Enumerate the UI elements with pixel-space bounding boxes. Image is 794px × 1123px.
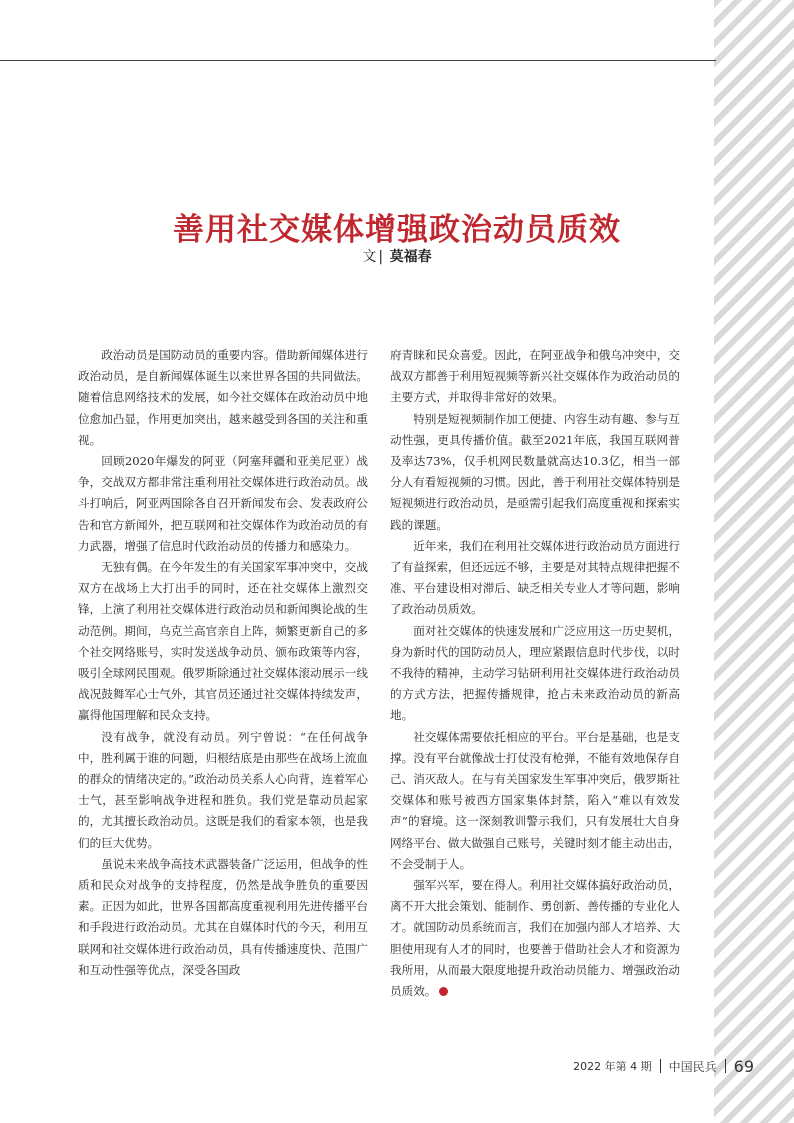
paragraph: 面对社交媒体的快速发展和广泛应用这一历史契机，身为新时代的国防动员人，理应紧跟信息时代步伐，以时不我待的精神，主动学习钻研利用社交媒体进行政治动员的方式方法，把握传播规律，抢占未来政治动员的新高地。 bbox=[390, 623, 680, 723]
paragraph: 回顾2020年爆发的阿亚（阿塞拜疆和亚美尼亚）战争，交战双方都非常注重利用社交媒体进行政治动员。战斗打响后，阿亚两国除各自召开新闻发布会、发表政府公告和官方新闻外，把互联网和社交媒体作为政治动员的有力武器，增强了信息时代政治动员的传播力和感染力。 bbox=[78, 454, 368, 553]
paragraph-continued: 府青睐和民众喜爱。因此，在阿亚战争和俄乌冲突中，交战双方都善于利用短视频等新兴社交媒体作为政治动员的主要方式，并取得非常好的效果。 bbox=[390, 348, 680, 405]
footer-divider bbox=[725, 1059, 726, 1073]
byline bbox=[0, 246, 794, 266]
page-number: 69 bbox=[733, 1056, 754, 1076]
byline-prefix: 文 bbox=[362, 249, 377, 265]
decorative-stripes bbox=[714, 0, 794, 1123]
paragraph: 近年来，我们在利用社交媒体进行政治动员方面进行了有益探索，但还远远不够，主要是对其特点规律把握不准、平台建设相对滞后、缺乏相关专业人才等问题，影响了政治动员质效。 bbox=[390, 538, 680, 617]
article-title: 善用社交媒体增强政治动员质效 bbox=[173, 211, 621, 248]
paragraph: 特别是短视频制作加工便捷、内容生动有趣、参与互动性强，更具传播价值。截至2021年底，我国互联网普及率达73%，仅手机网民数量就高达10.3亿，相当一部分人有看短视频的习惯。因此，善于利用社交媒体特别是短视频进行政治动员，是亟需引起我们高度重视和探索实践的课题。 bbox=[390, 411, 680, 532]
body-column-left bbox=[78, 345, 368, 981]
end-mark-icon bbox=[439, 987, 448, 996]
footer-divider bbox=[660, 1059, 661, 1073]
paragraph: 社交媒体需要依托相应的平台。平台是基础，也是支撑。没有平台就像战士打仗没有枪弹，不能有效地保存自己、消灭敌人。在与有关国家发生军事冲突后，俄罗斯社交媒体和账号被西方国家集体封禁，陷入“难以有效发声”的窘境。这一深刻教训警示我们，只有发展壮大自身网络平台、做大做强自己账号，关键时刻才能主动出击，不会受制于人。 bbox=[390, 729, 680, 871]
header-rule bbox=[0, 60, 716, 61]
paragraph-final-text: 强军兴军，要在得人。利用社交媒体搞好政治动员，离不开大批会策划、能制作、勇创新、善传播的专业化人才。就国防动员系统而言，我们在加强内部人才培养、大胆使用现有人才的同时，也要善于借助社会人才和资源为我所用，从而最大限度地提升政治动员能力、增强政治动员质效。 bbox=[390, 878, 680, 999]
paragraph: 政治动员是国防动员的重要内容。借助新闻媒体进行政治动员，是自新闻媒体诞生以来世界各国的共同做法。随着信息网络技术的发展，如今社交媒体在政治动员中地位愈加凸显，作用更加突出，越来越受到各国的关注和重视。 bbox=[78, 348, 368, 447]
magazine-name: 中国民兵 bbox=[668, 1059, 717, 1074]
paragraph-final bbox=[390, 875, 680, 1002]
page-footer bbox=[573, 1056, 754, 1076]
body-column-right bbox=[390, 345, 680, 1002]
paragraph: 无独有偶。在今年发生的有关国家军事冲突中，交战双方在战场上大打出手的同时，还在社交媒体上激烈交锋，上演了利用社交媒体进行政治动员和新闻舆论战的生动范例。期间，乌克兰高官亲自上阵，频繁更新自己的多个社交网络账号，实时发送战争动员、颁布政策等内容，吸引全球网民围观。俄罗斯除通过社交媒体滚动展示一线战况鼓舞军心士气外，其官员还通过社交媒体持续发声，赢得他国理解和民众支持。 bbox=[78, 560, 368, 723]
issue-label: 2022 年第 4 期 bbox=[573, 1060, 652, 1073]
paragraph: 没有战争，就没有动员。列宁曾说：“在任何战争中，胜利属于谁的问题，归根结底是由那些在战场上流血的群众的情绪决定的。”政治动员关系人心向背，连着军心士气，甚至影响战争进程和胜负。我们党是靠动员起家的，尤其擅长政治动员。这既是我们的看家本领，也是我们的巨大优势。 bbox=[78, 729, 368, 850]
paragraph: 虽说未来战争高技术武器装备广泛运用，但战争的性质和民众对战争的支持程度，仍然是战争胜负的重要因素。正因为如此，世界各国都高度重视利用先进传播平台和手段进行政治动员。尤其在自媒体时代的今天，利用互联网和社交媒体进行政治动员，具有传播速度快、范围广和互动性强等优点，深受各国政 bbox=[78, 856, 368, 977]
byline-separator: | bbox=[378, 249, 384, 265]
author-name: 莫福春 bbox=[389, 249, 432, 265]
